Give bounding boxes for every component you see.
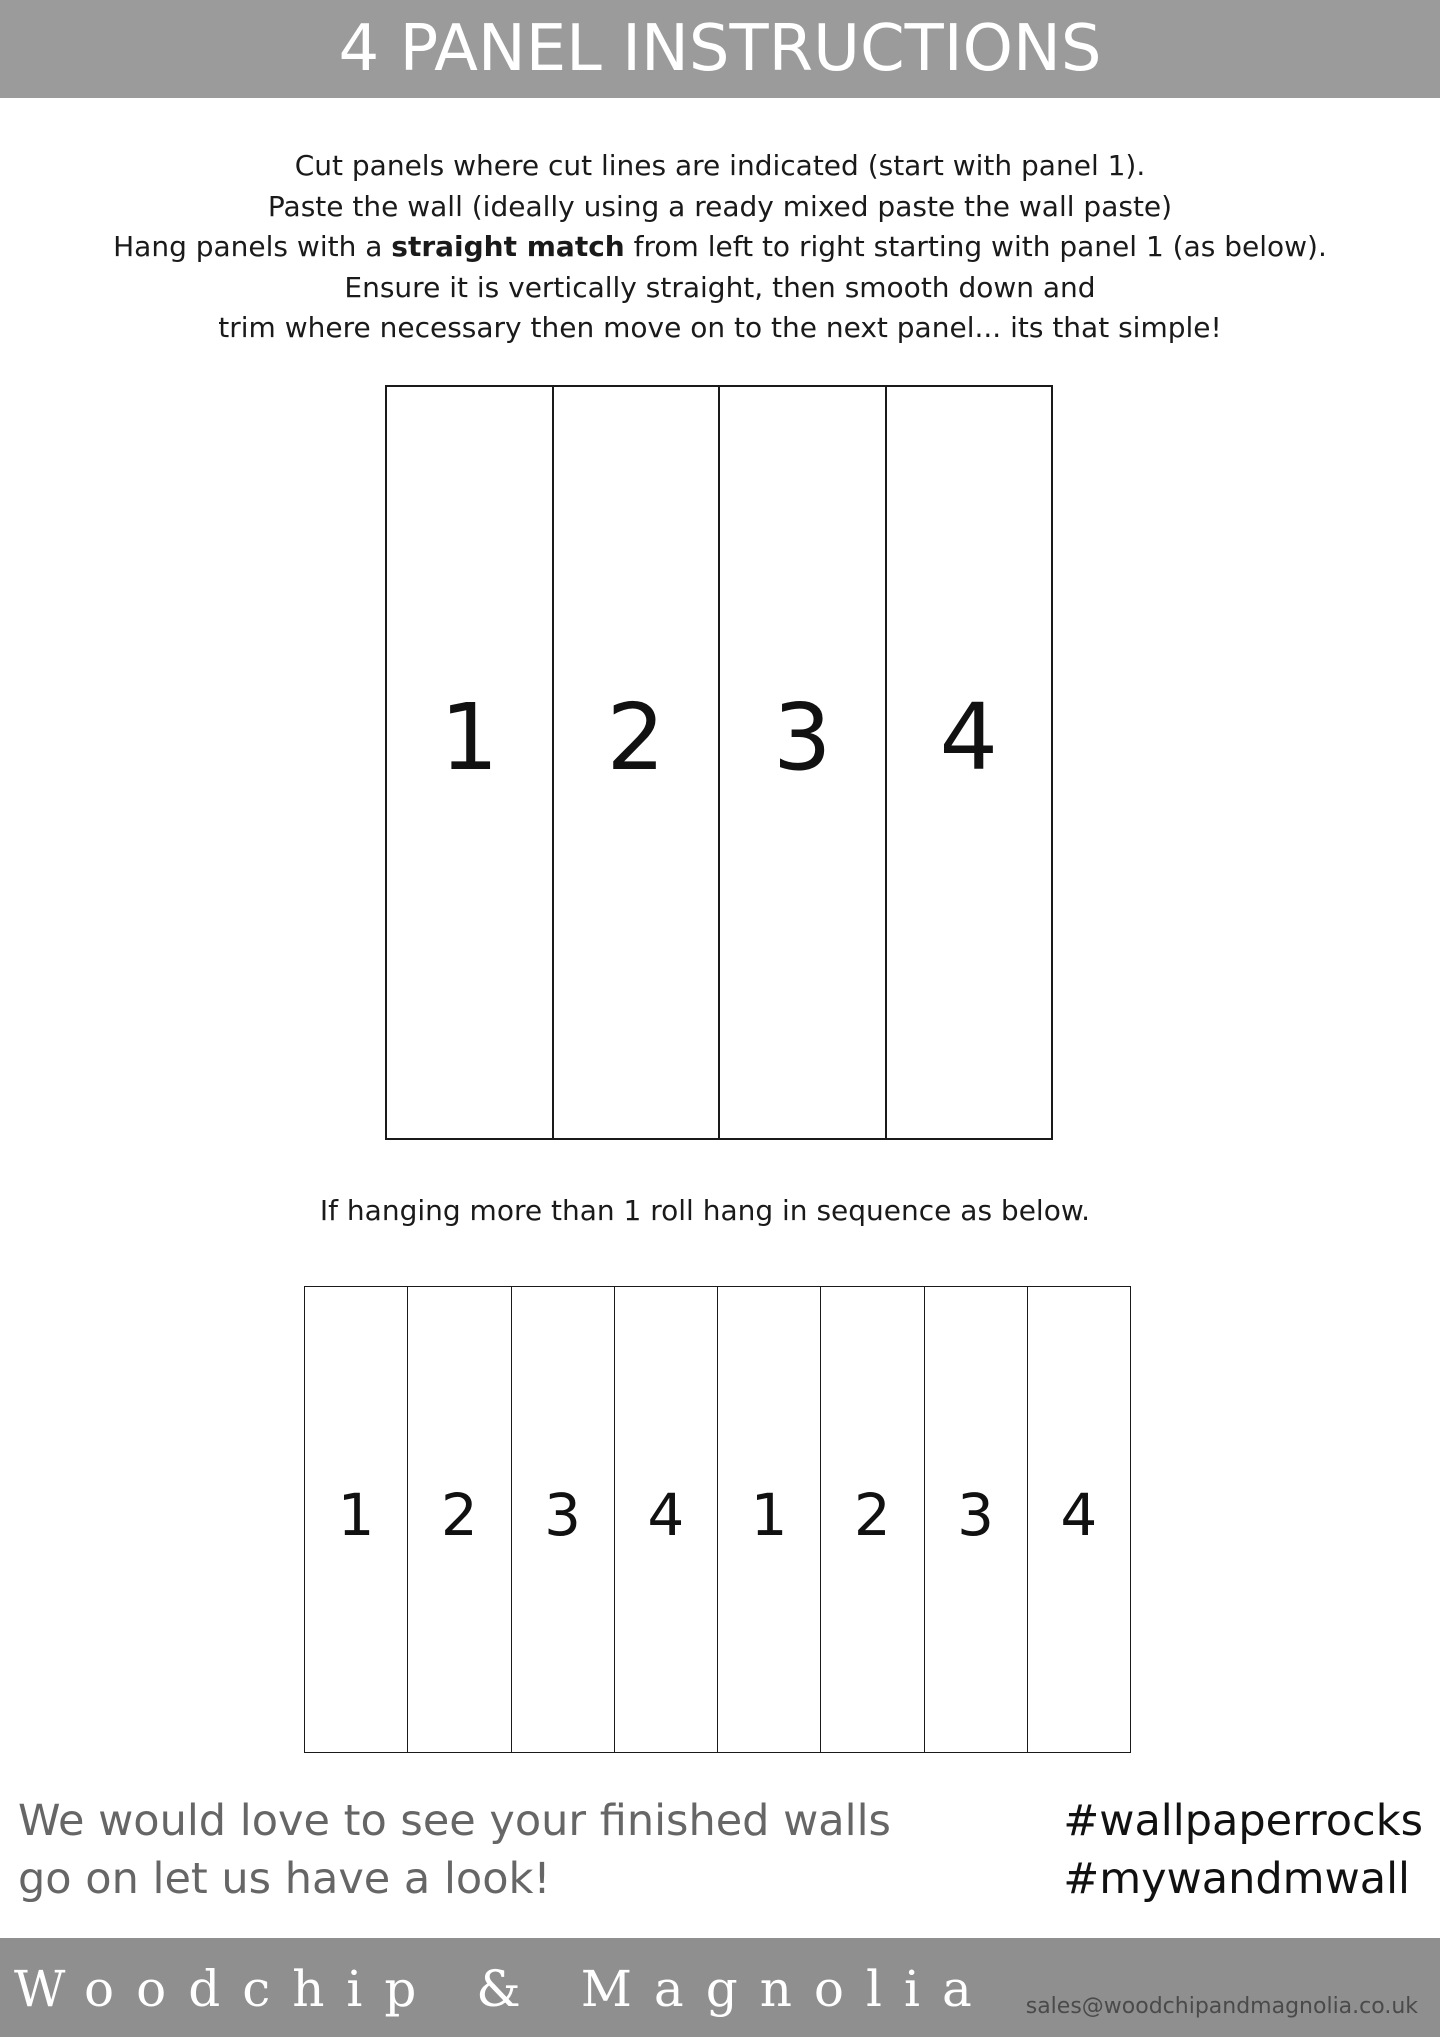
panel-3: 3 <box>720 387 887 1138</box>
hashtags <box>1063 1792 1423 1908</box>
sequence-panel-5: 1 <box>718 1287 821 1752</box>
sequence-panel-3: 3 <box>512 1287 615 1752</box>
straight-match-emphasis: straight match <box>391 230 625 263</box>
hashtag-wallpaperrocks: #wallpaperrocks <box>1063 1796 1423 1846</box>
instruction-line-2: Paste the wall (ideally using a ready mixed paste the wall paste) <box>267 189 1173 223</box>
sequence-panel-1: 1 <box>305 1287 408 1752</box>
instruction-line-5: trim where necessary then move on to the next panel... its that simple! <box>218 311 1222 344</box>
sequence-panel-4: 4 <box>615 1287 718 1752</box>
eight-panel-sequence-diagram <box>304 1286 1131 1753</box>
sequence-panel-6: 2 <box>821 1287 924 1752</box>
hashtag-mywandmwall: #mywandmwall <box>1063 1854 1410 1904</box>
cta-line-2: go on let us have a look! <box>18 1854 551 1904</box>
instruction-line-3-start: Hang panels with a <box>113 230 392 263</box>
cta-line-1: We would love to see your finished walls <box>18 1796 891 1846</box>
brand-name: Woodchip & Magnolia <box>14 1960 994 2018</box>
panel-2: 2 <box>554 387 721 1138</box>
sequence-note: If hanging more than 1 roll hang in sequence as below. <box>319 1194 1091 1227</box>
instruction-line-3-end: from left to right starting with panel 1 (as below). <box>624 230 1327 263</box>
sequence-panel-8: 4 <box>1060 1480 1098 1549</box>
instruction-line-3 <box>0 227 1440 268</box>
call-to-action <box>18 1792 891 1908</box>
page-header <box>0 0 1440 98</box>
contact-email: sales@woodchipandmagnolia.co.uk <box>1025 1994 1418 2019</box>
four-panel-diagram <box>385 385 1053 1140</box>
instruction-line-1: Cut panels where cut lines are indicated (start with panel 1). <box>294 149 1146 182</box>
instruction-line-4: Ensure it is vertically straight, then smooth down and <box>344 270 1096 304</box>
panel-1: 1 <box>387 387 554 1138</box>
panel-4: 4 <box>939 684 999 791</box>
sequence-panel-7: 3 <box>925 1287 1028 1752</box>
sequence-panel-2: 2 <box>408 1287 511 1752</box>
page-footer <box>0 1938 1440 2037</box>
instructions-text <box>0 146 1440 349</box>
page-title: 4 PANEL INSTRUCTIONS <box>338 12 1102 86</box>
